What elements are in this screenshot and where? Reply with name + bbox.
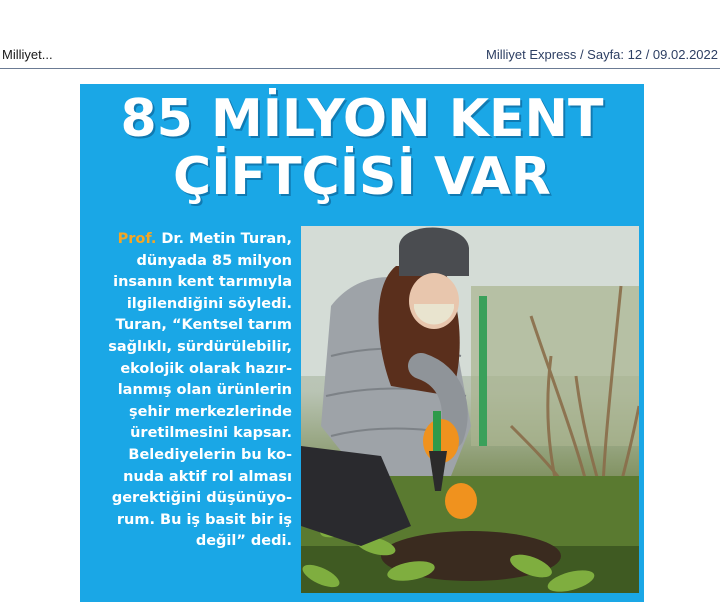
headline xyxy=(80,90,644,206)
publication-info: Milliyet Express / Sayfa: 12 / 09.02.2022 xyxy=(486,47,718,62)
body-line xyxy=(96,229,292,251)
body-line: lanmış olan ürünlerin xyxy=(117,382,292,399)
lead-word: Prof. xyxy=(117,231,157,247)
headline-line-2: ÇİFTÇİSİ VAR xyxy=(173,147,551,207)
body-line: üretilmesini kapsar. xyxy=(130,425,292,442)
body-line: ekolojik olarak hazır- xyxy=(120,360,292,377)
body-line: Turan, “Kentsel tarım xyxy=(115,317,292,334)
header-divider xyxy=(0,68,720,69)
body-line: sağlıklı, sürdürülebilir, xyxy=(108,338,292,355)
gardener-illustration xyxy=(301,226,639,593)
body-line-text: Dr. Metin Turan, xyxy=(156,231,292,247)
news-clipping xyxy=(80,84,644,602)
page-header xyxy=(0,0,720,70)
body-line: Belediyelerin bu ko- xyxy=(128,446,292,463)
body-line: dünyada 85 milyon xyxy=(136,252,292,269)
article-body xyxy=(96,229,292,553)
body-line: ilgilendiğini söyledi. xyxy=(126,295,292,312)
article-photo xyxy=(301,226,639,593)
body-line: rum. Bu iş basit bir iş xyxy=(116,511,292,528)
source-label: Milliyet... xyxy=(2,47,53,62)
body-line: nuda aktif rol alması xyxy=(123,468,292,485)
body-line: değil” dedi. xyxy=(195,533,292,550)
body-line: insanın kent tarımıyla xyxy=(113,274,292,291)
body-line: şehir merkezlerinde xyxy=(128,403,292,420)
body-line: gerektiğini düşünüyo- xyxy=(111,490,292,507)
headline-line-1: 85 MİLYON KENT xyxy=(120,89,604,149)
